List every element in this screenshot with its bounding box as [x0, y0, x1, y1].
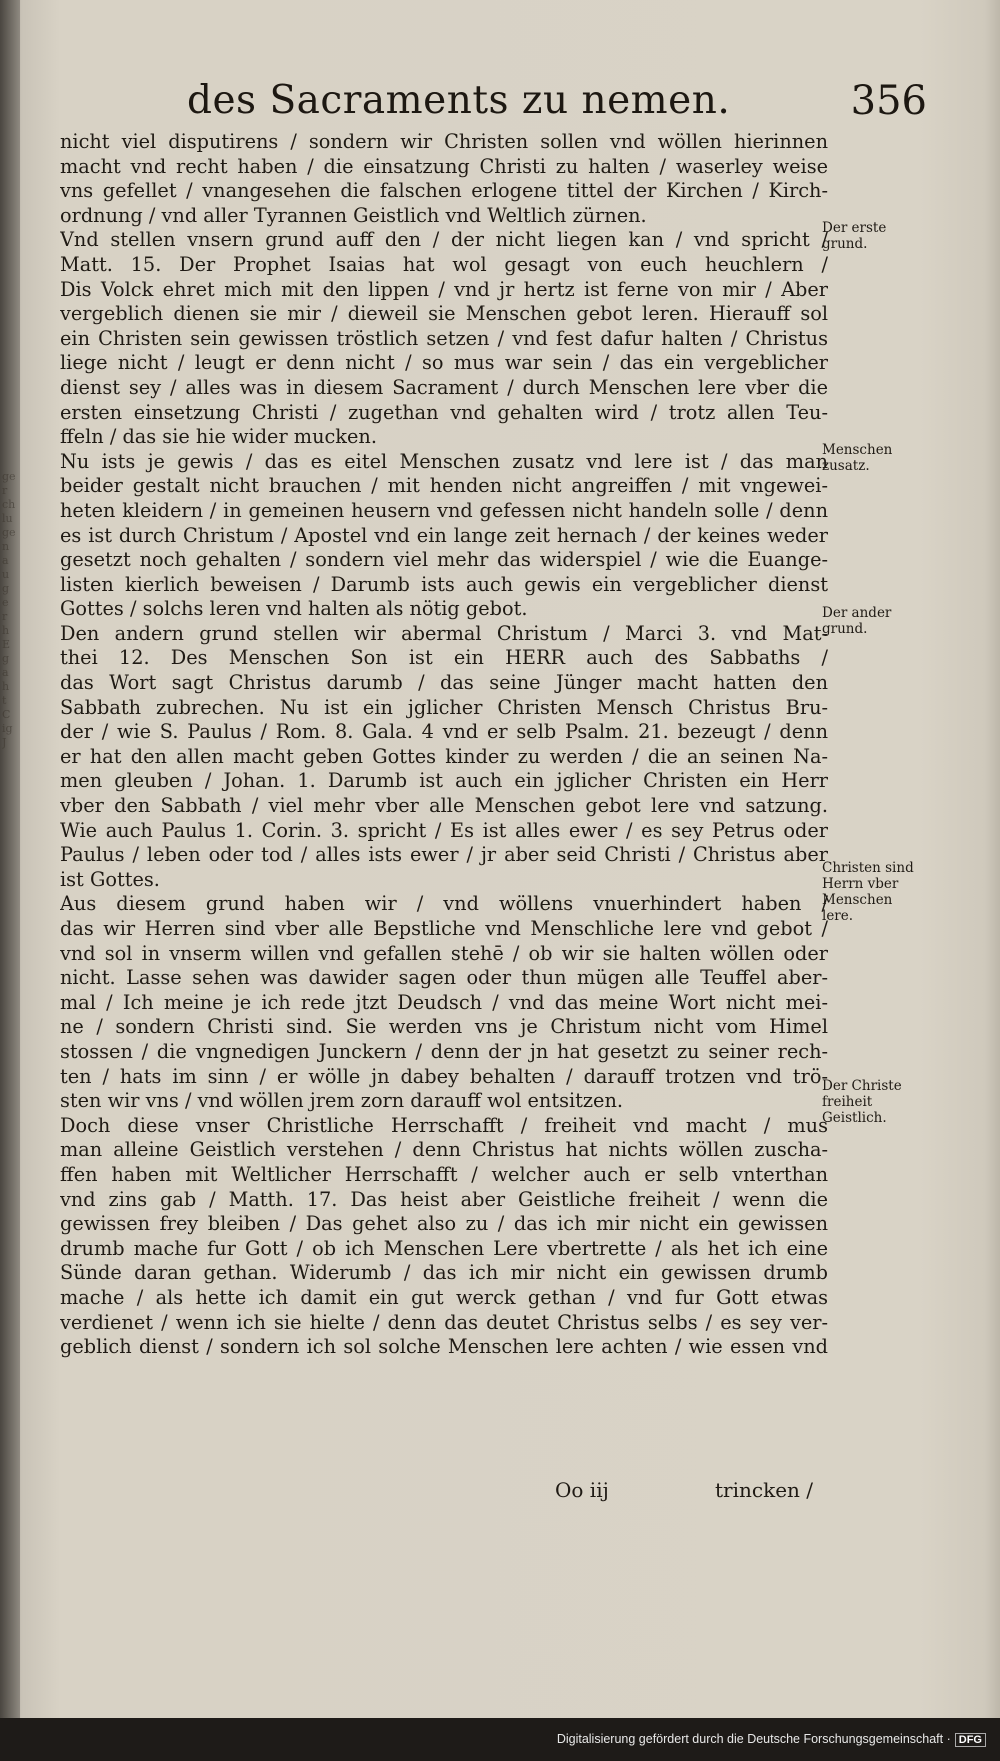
text-line: gesetzt noch gehalten / sondern viel mehr das widerspiel / wie die Euange- — [60, 548, 828, 572]
text-line: ein Christen sein gewissen tröstlich setzen / vnd fest dafur halten / Christus — [60, 326, 828, 350]
margin-note: Der Christe freiheit Geistlich. — [822, 1078, 902, 1126]
text-line: ist Gottes. — [60, 867, 160, 891]
text-line: vergeblich dienen sie mir / dieweil sie Menschen gebot leren. Hierauff sol — [60, 302, 828, 326]
text-line: das Wort sagt Christus darumb / das seine Jünger macht hatten den — [60, 671, 828, 695]
text-line: sten wir vns / vnd wöllen jrem zorn darauff wol entsitzen. — [60, 1089, 624, 1113]
dfg-logo: DFG — [955, 1733, 986, 1747]
margin-note: Der ander grund. — [822, 605, 892, 637]
text-line: vnd zins gab / Matth. 17. Das heist aber Geistliche freiheit / wenn die — [60, 1187, 828, 1211]
text-line: man alleine Geistlich verstehen / denn Christus hat nichts wöllen zuscha- — [60, 1138, 828, 1162]
text-line: thei 12. Des Menschen Son ist ein HERR auch des Sabbaths / — [60, 646, 828, 670]
text-line: Gottes / solchs leren vnd halten als nötig gebot. — [60, 597, 528, 621]
facing-page-bleed: ge r ch lu ge n a u g e r h E g a h t C ig J — [2, 470, 16, 749]
text-line: ffen haben mit Weltlicher Herrschafft / welcher auch er selb vnterthan — [60, 1162, 828, 1186]
text-line: listen kierlich beweisen / Darumb ists auch gewis ein vergeblicher dienst — [60, 572, 828, 596]
credit-line — [557, 1732, 986, 1746]
text-line: vber den Sabbath / viel mehr vber alle Menschen gebot lere vnd satzung. — [60, 794, 828, 818]
text-line: heten kleidern / in gemeinen heusern vnd gefessen nicht handeln solle / denn — [60, 498, 828, 522]
text-line: stossen / die vngnedigen Junckern / denn der jn hat gesetzt zu seiner rech- — [60, 1039, 828, 1063]
text-line: Dis Volck ehret mich mit den lippen / vnd jr hertz ist ferne von mir / Aber — [60, 277, 828, 301]
page-number: 356 — [850, 78, 927, 124]
text-line: macht vnd recht haben / die einsatzung Christi zu halten / waserley weise — [60, 154, 828, 178]
margin-note: Menschen zusatz. — [822, 442, 893, 474]
text-line: Den andern grund stellen wir abermal Christum / Marci 3. vnd Mat- — [60, 621, 828, 645]
credit-text: Digitalisierung gefördert durch die Deutsche Forschungsgemeinschaft · — [556, 1732, 951, 1746]
text-line: nicht. Lasse sehen was dawider sagen oder thun mügen alle Teuffel aber- — [60, 966, 828, 990]
text-line: geblich dienst / sondern ich sol solche Menschen lere achten / wie essen vnd — [60, 1335, 828, 1359]
text-line: men gleuben / Johan. 1. Darumb ist auch ein jglicher Christen ein Herr — [60, 769, 828, 793]
text-line: nicht viel disputirens / sondern wir Christen sollen vnd wöllen hierinnen — [60, 130, 828, 153]
body-text — [60, 130, 828, 1360]
text-line: es ist durch Christum / Apostel vnd ein lange zeit hernach / der keines weder — [60, 523, 828, 547]
signature-mark: Oo iij — [555, 1478, 609, 1502]
text-line: beider gestalt nicht brauchen / mit henden nicht angreiffen / mit vngewei- — [60, 474, 828, 498]
text-line: ersten einsetzung Christi / zugethan vnd gehalten wird / trotz allen Teu- — [60, 400, 828, 424]
text-line: Paulus / leben oder tod / alles ists ewer / jr aber seid Christi / Christus aber — [60, 843, 828, 867]
text-line: der / wie S. Paulus / Rom. 8. Gala. 4 vnd er selb Psalm. 21. bezeugt / denn — [60, 720, 828, 744]
text-line: dienst sey / alles was in diesem Sacrament / durch Menschen lere vber die — [60, 375, 828, 399]
text-line: Doch diese vnser Christliche Herrschafft / freiheit vnd macht / mus — [60, 1113, 828, 1137]
text-line: ne / sondern Christi sind. Sie werden vns je Christum nicht vom Himel — [60, 1015, 828, 1039]
text-line: Vnd stellen vnsern grund auff den / der nicht liegen kan / vnd spricht / — [60, 228, 828, 252]
credit-bar — [0, 1718, 1000, 1761]
text-line: Sabbath zubrechen. Nu ist ein jglicher Christen Mensch Christus Bru- — [60, 695, 828, 719]
text-line: mal / Ich meine je ich rede jtzt Deudsch / vnd das meine Wort nicht mei- — [60, 990, 828, 1014]
running-title: des Sacraments zu nemen. — [187, 78, 731, 123]
text-line: drumb mache fur Gott / ob ich Menschen Lere vbertrette / als het ich eine — [60, 1236, 828, 1260]
text-line: ten / hats im sinn / er wölle jn dabey behalten / darauff trotzen vnd trö- — [60, 1064, 828, 1088]
page-header — [187, 78, 927, 128]
text-line: vns gefellet / vnangesehen die falschen erlogene tittel der Kirchen / Kirch- — [60, 179, 828, 203]
margin-note: Der erste grund. — [822, 220, 887, 252]
catchword: trincken / — [715, 1478, 814, 1502]
text-line: ordnung / vnd aller Tyrannen Geistlich vnd Weltlich zürnen. — [60, 203, 647, 227]
text-line: Matt. 15. Der Prophet Isaias hat wol gesagt von euch heuchlern / — [60, 252, 828, 276]
text-line: Wie auch Paulus 1. Corin. 3. spricht / Es ist alles ewer / es sey Petrus oder — [60, 818, 828, 842]
margin-note: Christen sind Herrn vber Menschen lere. — [822, 860, 914, 924]
text-line: Nu ists je gewis / das es eitel Menschen zusatz vnd lere ist / das man — [60, 449, 828, 473]
text-line: liege nicht / leugt er denn nicht / so mus war sein / das ein vergeblicher — [60, 351, 828, 375]
text-line: gewissen frey bleiben / Das gehet also zu / das ich mir nicht ein gewissen — [60, 1212, 828, 1236]
text-line: mache / als hette ich damit ein gut werck gethan / vnd fur Gott etwas — [60, 1285, 828, 1309]
text-line: Sünde daran gethan. Widerumb / das ich mir nicht ein gewissen drumb — [60, 1261, 828, 1285]
text-line: vnd sol in vnserm willen vnd gefallen stehē / ob wir sie halten wöllen oder — [60, 941, 828, 965]
text-line: ffeln / das sie hie wider mucken. — [60, 425, 377, 449]
text-line: verdienet / wenn ich sie hielte / denn das deutet Christus selbs / es sey ver- — [60, 1310, 828, 1334]
text-line: er hat den allen macht geben Gottes kinder zu werden / die an seinen Na- — [60, 744, 828, 768]
text-line: das wir Herren sind vber alle Bepstliche vnd Menschliche lere vnd gebot / — [60, 917, 828, 940]
text-line: Aus diesem grund haben wir / vnd wöllens vnuerhindert haben / — [60, 892, 828, 916]
